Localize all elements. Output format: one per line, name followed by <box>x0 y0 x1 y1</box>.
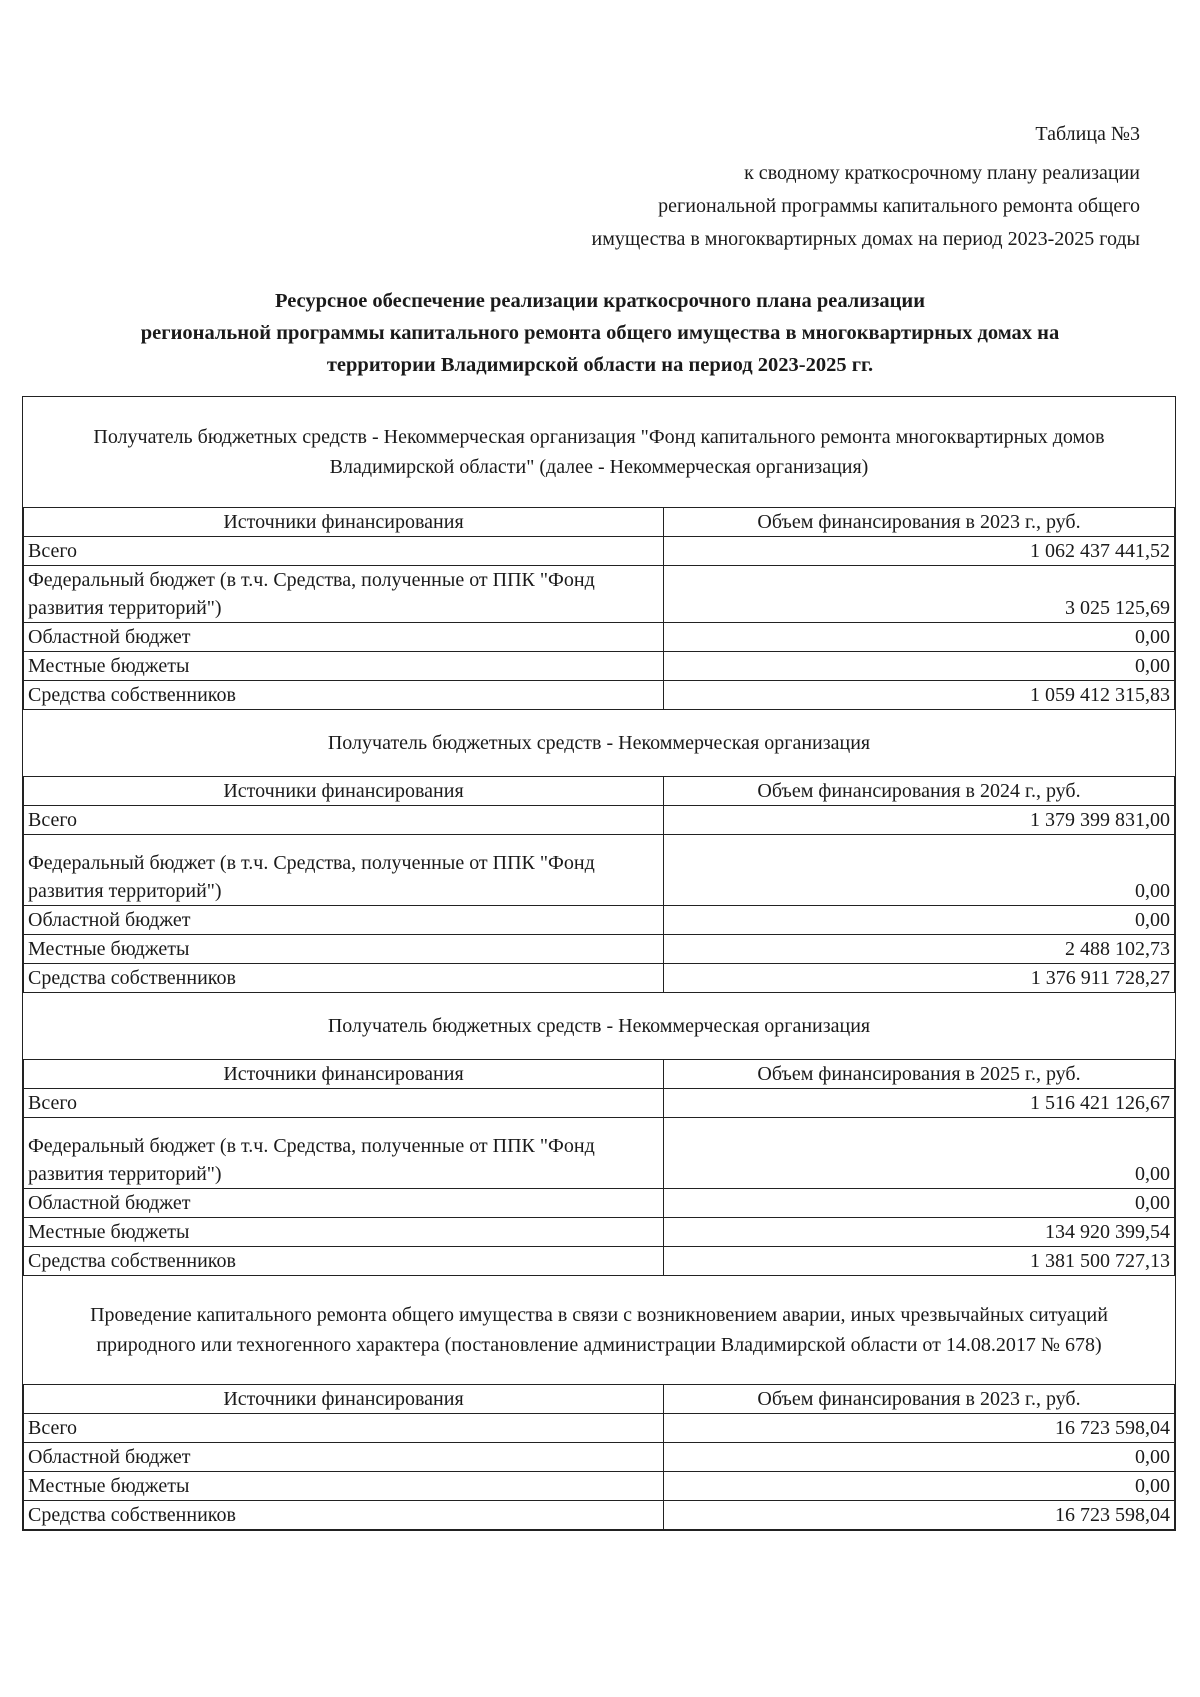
row-label: Всего <box>24 806 664 835</box>
table-row <box>24 1118 1175 1189</box>
table-row <box>24 537 1175 566</box>
table-row <box>24 935 1175 964</box>
table-row <box>24 1472 1175 1501</box>
row-value: 0,00 <box>664 1118 1175 1189</box>
table-row <box>24 964 1175 993</box>
row-label: Местные бюджеты <box>24 935 664 964</box>
table-header-row <box>24 1060 1175 1089</box>
row-value: 1 379 399 831,00 <box>664 806 1175 835</box>
row-value: 0,00 <box>664 1189 1175 1218</box>
row-value: 16 723 598,04 <box>664 1501 1175 1530</box>
table-header-row <box>24 508 1175 537</box>
row-value: 16 723 598,04 <box>664 1414 1175 1443</box>
row-label: Федеральный бюджет (в т.ч. Средства, полученные от ППК "Фонд развития территорий") <box>24 835 664 906</box>
row-label: Областной бюджет <box>24 906 664 935</box>
table-row <box>24 681 1175 710</box>
table-row <box>24 1189 1175 1218</box>
section-heading: Получатель бюджетных средств - Некоммерческая организация <box>327 732 871 754</box>
table-row <box>24 835 1175 906</box>
financing-table <box>22 396 1176 1531</box>
section-heading: Получатель бюджетных средств - Некоммерческая организация "Фонд капитального ремонта многоквартирных домов Владимирской области" (далее - Некоммерческая организация) <box>93 426 1105 478</box>
row-value: 0,00 <box>664 1443 1175 1472</box>
row-value: 0,00 <box>664 652 1175 681</box>
table-number: Таблица №3 <box>1035 123 1140 145</box>
row-value: 1 059 412 315,83 <box>664 681 1175 710</box>
column-header-amount: Объем финансирования в 2023 г., руб. <box>664 1385 1175 1414</box>
row-value: 0,00 <box>664 623 1175 652</box>
column-header-source: Источники финансирования <box>24 508 664 537</box>
row-label: Всего <box>24 1089 664 1118</box>
column-header-amount: Объем финансирования в 2025 г., руб. <box>664 1060 1175 1089</box>
row-label: Областной бюджет <box>24 623 664 652</box>
section-table <box>23 776 1175 993</box>
row-label: Местные бюджеты <box>24 652 664 681</box>
row-value: 1 062 437 441,52 <box>664 537 1175 566</box>
section-heading: Получатель бюджетных средств - Некоммерческая организация <box>327 1015 871 1037</box>
row-label: Средства собственников <box>24 681 664 710</box>
row-value: 134 920 399,54 <box>664 1218 1175 1247</box>
table-caption <box>592 118 1140 256</box>
row-label: Областной бюджет <box>24 1443 664 1472</box>
row-label: Средства собственников <box>24 1501 664 1530</box>
table-row <box>24 1089 1175 1118</box>
table-header-row <box>24 777 1175 806</box>
table-row <box>24 1247 1175 1276</box>
row-value: 0,00 <box>664 835 1175 906</box>
table-row <box>24 806 1175 835</box>
row-label: Всего <box>24 1414 664 1443</box>
column-header-source: Источники финансирования <box>24 777 664 806</box>
caption-line: имущества в многоквартирных домах на период 2023-2025 годы <box>591 228 1140 250</box>
row-value: 0,00 <box>664 1472 1175 1501</box>
document-title <box>40 285 1160 381</box>
table-row <box>24 1501 1175 1530</box>
row-value: 1 516 421 126,67 <box>664 1089 1175 1118</box>
row-label: Областной бюджет <box>24 1189 664 1218</box>
column-header-amount: Объем финансирования в 2024 г., руб. <box>664 777 1175 806</box>
title-line: Ресурсное обеспечение реализации краткосрочного плана реализации <box>274 290 926 312</box>
table-row <box>24 1414 1175 1443</box>
section-table <box>23 1384 1175 1530</box>
caption-line: к сводному краткосрочному плану реализации <box>744 162 1140 184</box>
row-label: Средства собственников <box>24 1247 664 1276</box>
title-line: региональной программы капитального ремонта общего имущества в многоквартирных домах на <box>140 322 1060 344</box>
table-row <box>24 652 1175 681</box>
row-label: Всего <box>24 537 664 566</box>
row-label: Средства собственников <box>24 964 664 993</box>
table-row <box>24 906 1175 935</box>
column-header-amount: Объем финансирования в 2023 г., руб. <box>664 508 1175 537</box>
column-header-source: Источники финансирования <box>24 1385 664 1414</box>
row-value: 0,00 <box>664 906 1175 935</box>
column-header-source: Источники финансирования <box>24 1060 664 1089</box>
table-row <box>24 623 1175 652</box>
row-label: Федеральный бюджет (в т.ч. Средства, полученные от ППК "Фонд развития территорий") <box>24 566 664 623</box>
row-value: 3 025 125,69 <box>664 566 1175 623</box>
section-table <box>23 1059 1175 1276</box>
table-row <box>24 566 1175 623</box>
table-header-row <box>24 1385 1175 1414</box>
row-value: 2 488 102,73 <box>664 935 1175 964</box>
caption-line: региональной программы капитального ремонта общего <box>658 195 1140 217</box>
title-line: территории Владимирской области на период 2023-2025 гг. <box>326 354 874 376</box>
section-heading: Проведение капитального ремонта общего имущества в связи с возникновением аварии, иных чрезвычайных ситуаций природного или техногенного характера (постановление администрации Владимирской области от 14.08.2017 № 678) <box>90 1304 1108 1356</box>
section-table <box>23 507 1175 710</box>
row-label: Местные бюджеты <box>24 1218 664 1247</box>
table-row <box>24 1218 1175 1247</box>
row-value: 1 376 911 728,27 <box>664 964 1175 993</box>
row-label: Федеральный бюджет (в т.ч. Средства, полученные от ППК "Фонд развития территорий") <box>24 1118 664 1189</box>
row-value: 1 381 500 727,13 <box>664 1247 1175 1276</box>
row-label: Местные бюджеты <box>24 1472 664 1501</box>
table-row <box>24 1443 1175 1472</box>
